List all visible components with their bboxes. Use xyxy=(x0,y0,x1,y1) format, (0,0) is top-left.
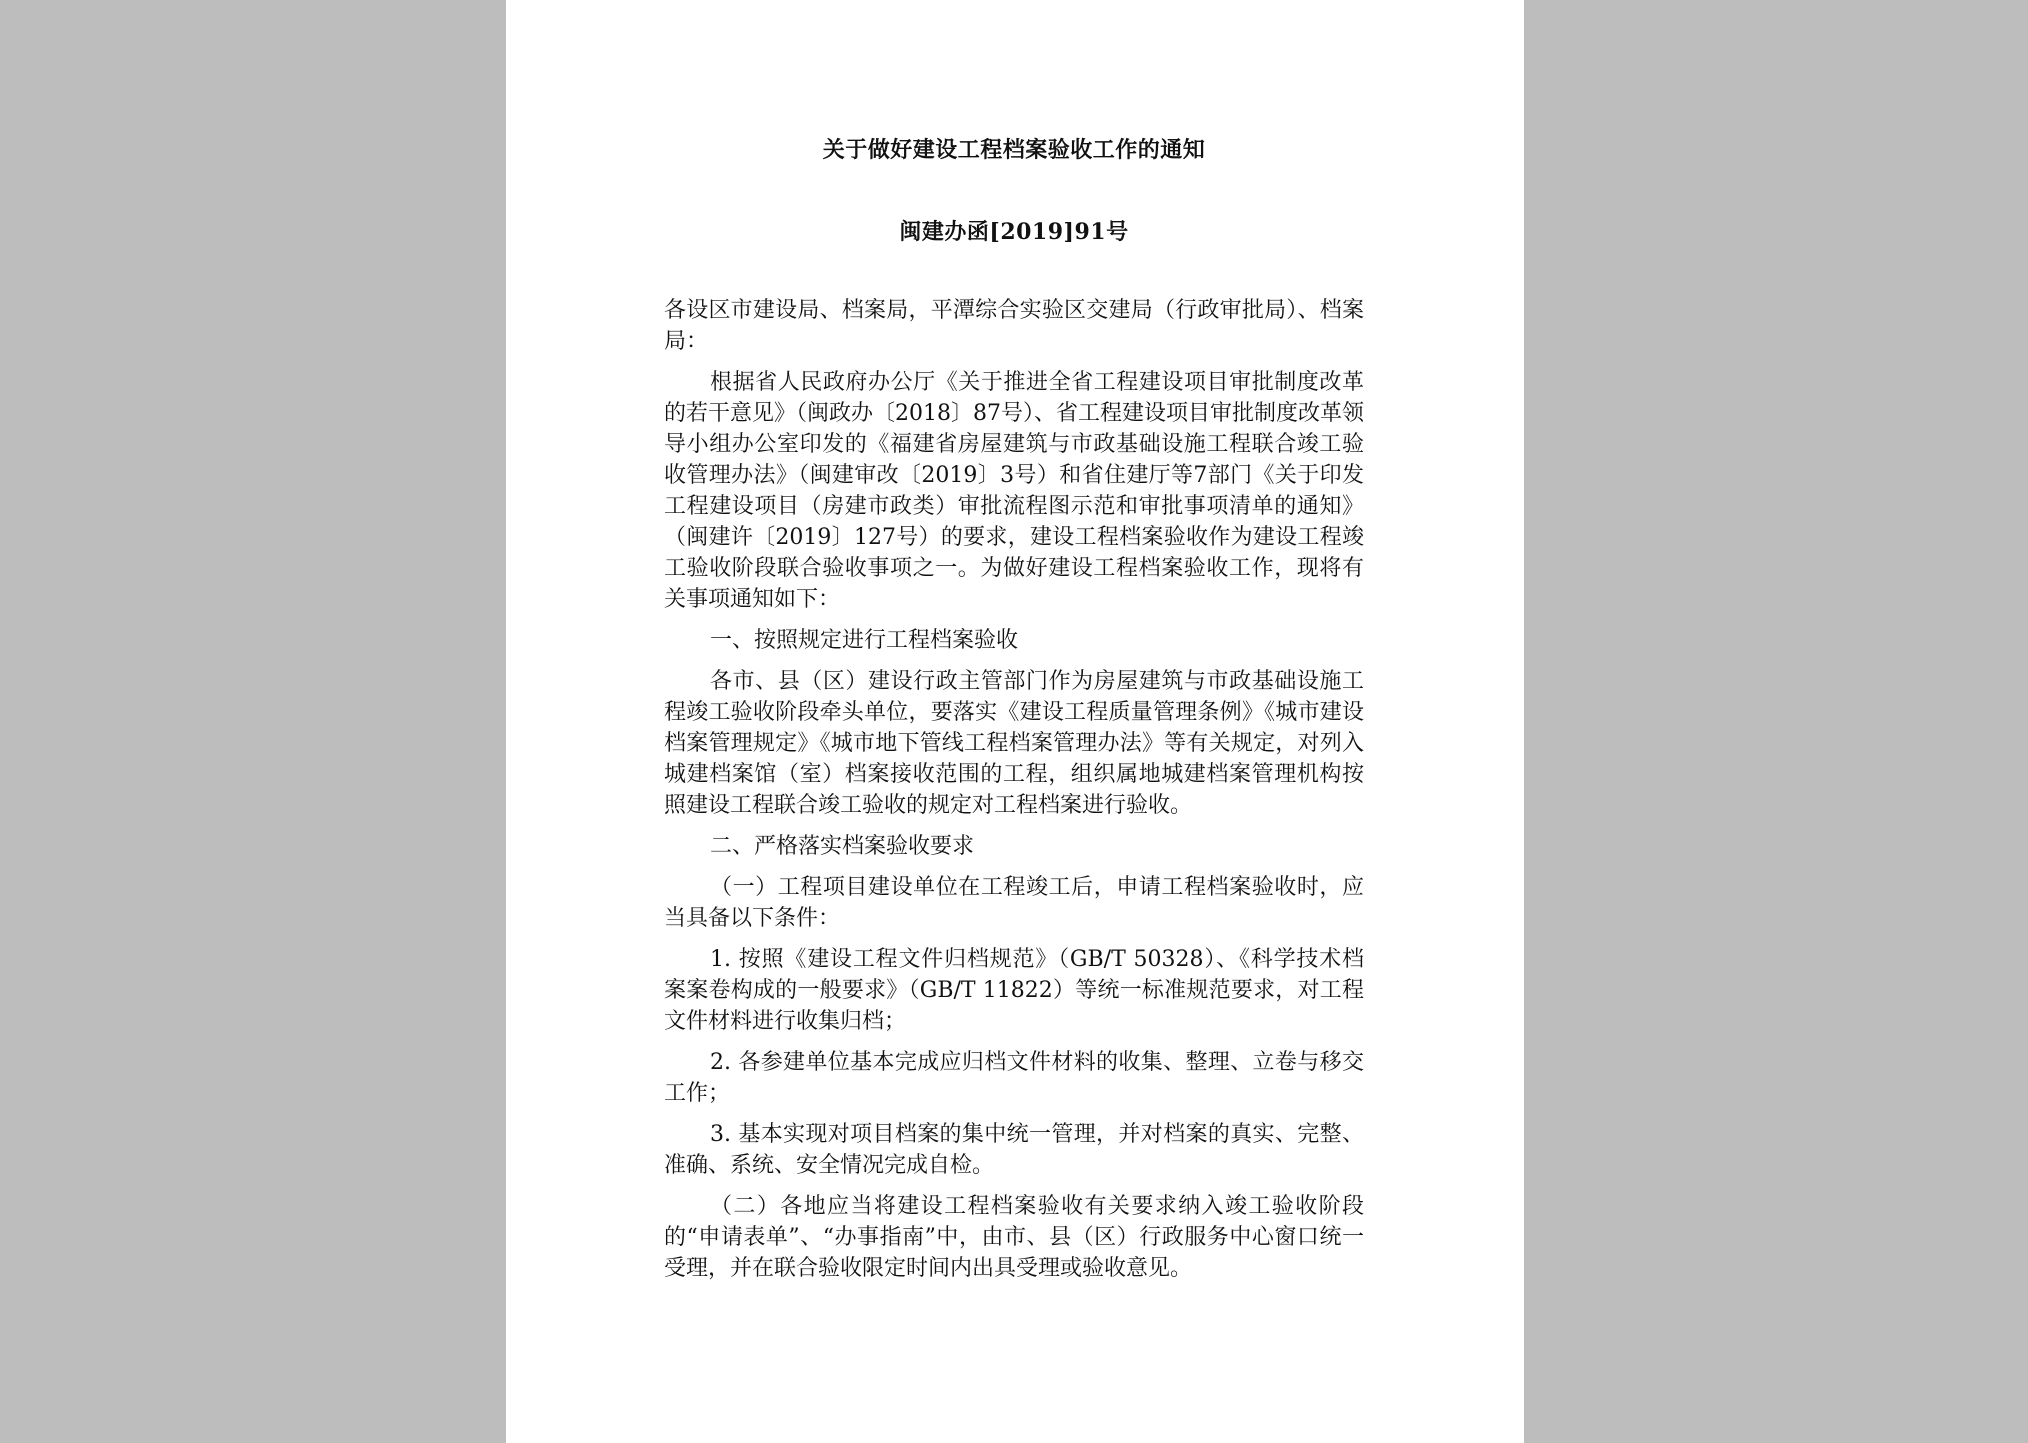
paragraph-condition-3: 3. 基本实现对项目档案的集中统一管理，并对档案的真实、完整、准确、系统、安全情况完成自检。 xyxy=(664,1122,1364,1178)
paragraph-condition-2: 2. 各参建单位基本完成应归档文件材料的收集、整理、立卷与移交工作； xyxy=(664,1050,1364,1106)
document-body xyxy=(664,295,1364,1294)
paragraph-item-1: （一）工程项目建设单位在工程竣工后，申请工程档案验收时，应当具备以下条件： xyxy=(664,875,1364,931)
heading-section-2: 二、严格落实档案验收要求 xyxy=(710,834,975,859)
paragraph-intro: 根据省人民政府办公厅《关于推进全省工程建设项目审批制度改革的若干意见》（闽政办〔2018〕87号）、省工程建设项目审批制度改革领导小组办公室印发的《福建省房屋建筑与市政基础设施工程联合竣工验收管理办法》（闽建审改〔2019〕3号）和省住建厅等7部门《关于印发工程建设项目（房建市政类）审批流程图示范和审批事项清单的通知》（闽建许〔2019〕127号）的要求，建设工程档案验收作为建设工程竣工验收阶段联合验收事项之一。为做好建设工程档案验收工作，现将有关事项通知如下： xyxy=(664,370,1364,612)
document-title: 关于做好建设工程档案验收工作的通知 xyxy=(822,137,1206,163)
document-number: 闽建办函[2019]91号 xyxy=(899,219,1129,245)
heading-section-1: 一、按照规定进行工程档案验收 xyxy=(710,628,1019,653)
document-page xyxy=(506,0,1524,1443)
paragraph-condition-1: 1. 按照《建设工程文件归档规范》（GB/T 50328）、《科学技术档案案卷构成的一般要求》（GB/T 11822）等统一标准规范要求，对工程文件材料进行收集归档； xyxy=(664,947,1364,1034)
paragraph-section-1: 各市、县（区）建设行政主管部门作为房屋建筑与市政基础设施工程竣工验收阶段牵头单位，要落实《建设工程质量管理条例》《城市建设档案管理规定》《城市地下管线工程档案管理办法》等有关规定，对列入城建档案馆（室）档案接收范围的工程，组织属地城建档案管理机构按照建设工程联合竣工验收的规定对工程档案进行验收。 xyxy=(664,669,1364,818)
paragraph-item-2: （二）各地应当将建设工程档案验收有关要求纳入竣工验收阶段的“申请表单”、“办事指南”中，由市、县（区）行政服务中心窗口统一受理，并在联合验收限定时间内出具受理或验收意见。 xyxy=(664,1194,1364,1281)
salutation: 各设区市建设局、档案局，平潭综合实验区交建局（行政审批局）、档案局： xyxy=(664,298,1364,354)
